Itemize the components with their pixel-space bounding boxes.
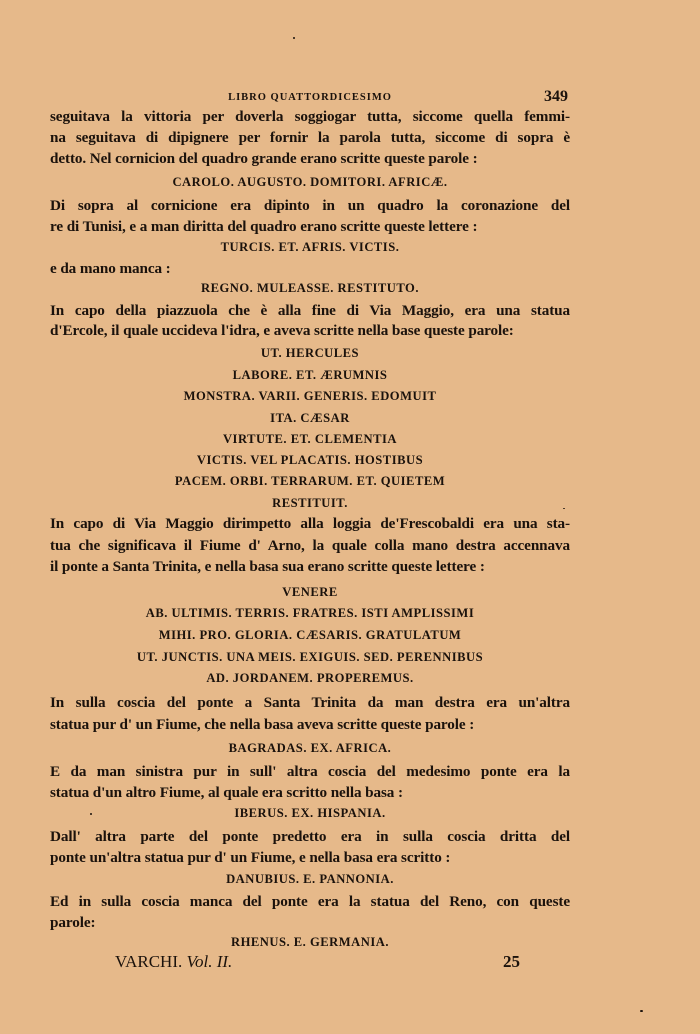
paragraph-line: In capo di Via Maggio dirimpetto alla loggia de'Frescobaldi era una sta- [50,515,570,532]
paragraph-line: ponte un'altra statua pur d' un Fiume, e nella basa era scritto : [50,849,451,866]
signature-number: 25 [503,952,520,971]
inscription-line: VIRTUTE. ET. CLEMENTIA [222,432,398,446]
paragraph-line: Ed in sulla coscia manca del ponte era la statua del Reno, con queste [50,893,570,910]
running-title: LIBRO QUATTORDICESIMO [228,92,392,103]
paper-speck [563,508,565,509]
page-number: 349 [544,88,568,105]
paragraph-line: seguitava la vittoria per doverla soggiogar tutta, siccome quella femmi- [50,108,570,125]
paper-speck [293,37,295,39]
inscription-line: AD. JORDANEM. PROPEREMUS. [206,671,414,685]
inscription-line: VENERE [282,585,338,599]
inscription-line: UT. JUNCTIS. UNA MEIS. EXIGUIS. SED. PERENNIBUS [136,650,484,664]
inscription-line: LABORE. ET. ÆRUMNIS [232,368,388,382]
signature-volume: Vol. II. [186,952,233,971]
inscription-line: RESTITUIT. [272,496,348,510]
paragraph-line: E da man sinistra pur in sull' altra coscia del medesimo ponte era la [50,763,570,780]
inscription-line: UT. HERCULES [260,346,360,360]
paragraph-line: parole: [50,914,96,931]
inscription-line: TURCIS. ET. AFRIS. VICTIS. [220,240,400,254]
paper-speck [90,813,92,815]
paragraph-line: In capo della piazzuola che è alla fine di Via Maggio, era una statua [50,302,570,319]
inscription-line: PACEM. ORBI. TERRARUM. ET. QUIETEM [174,474,446,488]
inscription-line: MONSTRA. VARII. GENERIS. EDOMUIT [183,389,437,403]
inscription-line: ITA. CÆSAR [270,411,350,425]
inscription-line: BAGRADAS. EX. AFRICA. [228,741,392,755]
paragraph-line: e da mano manca : [50,260,171,277]
paragraph-line: In sulla coscia del ponte a Santa Trinita da man destra era un'altra [50,694,570,711]
paper-speck [640,1010,643,1012]
inscription-line: RHENUS. E. GERMANIA. [231,935,389,949]
paragraph-line: tua che significava il Fiume d' Arno, la quale colla mano destra accennava [50,537,570,554]
paragraph-line: Di sopra al cornicione era dipinto in un quadro la coronazione del [50,197,570,214]
inscription-line: DANUBIUS. E. PANNONIA. [226,872,394,886]
paragraph-line: na seguitava di dipignere per fornir la parola tutta, siccome di sopra è [50,129,570,146]
inscription-line: REGNO. MULEASSE. RESTITUTO. [201,281,419,295]
running-header [50,88,570,108]
inscription-line: VICTIS. VEL PLACATIS. HOSTIBUS [196,453,424,467]
paragraph-line: il ponte a Santa Trinita, e nella basa sua erano scritte queste lettere : [50,558,485,575]
inscription-line: AB. ULTIMIS. TERRIS. FRATRES. ISTI AMPLISSIMI [145,606,475,620]
signature-author: VARCHI. [115,952,183,971]
inscription-line: MIHI. PRO. GLORIA. CÆSARIS. GRATULATUM [158,628,462,642]
paragraph-line: Dall' altra parte del ponte predetto era in sulla coscia dritta del [50,828,570,845]
signature-mark [115,952,232,972]
paragraph-line: detto. Nel cornicion del quadro grande erano scritte queste parole : [50,150,478,167]
paragraph-line: re di Tunisi, e a man diritta del quadro erano scritte queste lettere : [50,218,478,235]
inscription-line: CAROLO. AUGUSTO. DOMITORI. AFRICÆ. [172,175,448,189]
paragraph-line: statua pur d' un Fiume, che nella basa aveva scritte queste parole : [50,716,475,733]
footer [115,952,520,976]
inscription-line: IBERUS. EX. HISPANIA. [234,806,386,820]
paragraph-line: d'Ercole, il quale uccideva l'idra, e aveva scritte nella base queste parole: [50,322,514,339]
paragraph-line: statua d'un altro Fiume, al quale era scritto nella basa : [50,784,403,801]
